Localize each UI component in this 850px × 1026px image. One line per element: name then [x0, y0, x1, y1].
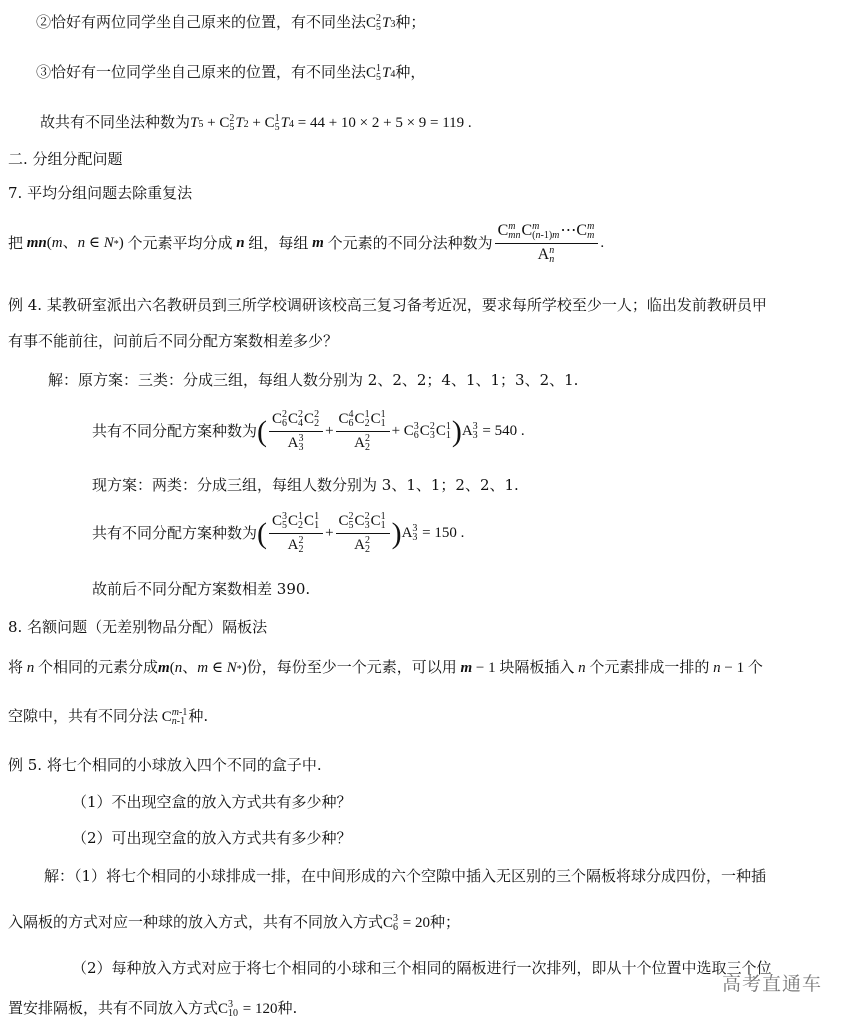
conclusion-difference: 故前后不同分配方案数相差 390.	[92, 580, 311, 598]
formula-partition: C m-1 n-1	[158, 707, 188, 727]
formula-total: T5 + C 2 5 T2 + C 1 5 T4 = 44 + 10 × 2 + 5 × 9 = 119 .	[190, 113, 472, 133]
text-line-rule-8: 将 n 个相同的元素分成m(n、m ∈ N*)份，每份至少一个元素，可以用 m − 1 块隔板插入 n 个元素排成一排的 n − 1 个	[8, 658, 763, 676]
text-line-case-3: ③恰好有一位同学坐自己原来的位置，有不同坐法C 1 5 T4种，	[36, 62, 426, 83]
formula-c51t4: C 1 5 T4	[366, 63, 396, 83]
formula-c63: C 3 6 = 20	[383, 913, 430, 933]
text-line-total-new: 共有不同分配方案种数为 ( C 3 5 C 1 2 C 1 1 A 2 2 + C 2 5 C 2 3 C 1 1 A 2 2 ) A 3 3 = 150 .	[92, 511, 465, 555]
text-line-rule-8-cont: 空隙中，共有不同分法 C m-1 n-1 种.	[8, 706, 209, 727]
formula-c52t3: C 2 5 T3	[366, 13, 396, 33]
solution-new-plan: 现方案：两类：分成三组，每组人数分别为 3、1、1；2、2、1.	[92, 476, 519, 494]
example-4-line-2: 有事不能前往，问前后不同分配方案数相差多少？	[8, 332, 339, 350]
subsection-8: 8. 名额问题（无差别物品分配）隔板法	[8, 618, 268, 636]
formula-original-plan: ( C 2 6 C 2 4 C 2 2 A 3 3 + C 4 6 C 1 2 C 1 1 A 2 2 + C 3 6 C 2 3 C 1 1 ) A 3 3 = 540 .	[257, 409, 525, 453]
example-4-line-1: 例 4. 某教研室派出六名教研员到三所学校调研该校高三复习备考近况，要求每所学校至少一人；临出发前教研员甲	[8, 296, 767, 314]
formula-new-plan: ( C 3 5 C 1 2 C 1 1 A 2 2 + C 2 5 C 2 3 C 1 1 A 2 2 ) A 3 3 = 150 .	[257, 511, 465, 555]
var-m: m	[308, 235, 328, 251]
answer-2-line-1: （2）每种放入方式对应于将七个相同的小球和三个相同的隔板进行一次排列，即从十个位置中选取三个位	[72, 959, 772, 977]
question-1: （1）不出现空盒的放入方式共有多少种？	[72, 793, 352, 811]
formula-c103: C 3 10 = 120	[218, 999, 278, 1019]
section-heading-2: 二. 分组分配问题	[8, 150, 123, 168]
text-line-case-2: ②恰好有两位同学坐自己原来的位置，有不同坐法C 2 5 T3种；	[36, 12, 426, 33]
subsection-7: 7. 平均分组问题去除重复法	[8, 184, 193, 202]
formula-mn: mn(m、n ∈ N*)	[26, 235, 128, 251]
answer-1-line-2: 入隔板的方式对应一种球的放入方式，共有不同放入方式C 3 6 = 20种；	[8, 912, 461, 933]
formula-average-grouping: C m mn C m (n-1)m ⋯C m m A n n	[495, 222, 599, 265]
answer-1-line-1: 解：（1）将七个相同的小球排成一排，在中间形成的六个空隙中插入无区别的三个隔板将球分成四份，一种插	[44, 867, 767, 885]
text-line-total: 故共有不同坐法种数为T5 + C 2 5 T2 + C 1 5 T4 = 44 + 10 × 2 + 5 × 9 = 119 .	[40, 112, 472, 133]
text-line-rule-7: 把 mn(m、n ∈ N*) 个元素平均分成 n 组，每组 m 个元素的不同分法种数为 C m mn C m (n-1)m ⋯C m m A n n .	[8, 221, 605, 265]
example-5: 例 5. 将七个相同的小球放入四个不同的盒子中.	[8, 756, 322, 774]
answer-2-line-2: 置安排隔板，共有不同放入方式C 3 10 = 120种.	[8, 998, 298, 1019]
solution-original-plan: 解：原方案：三类：分成三组，每组人数分别为 2、2、2；4、1、1；3、2、1.	[48, 371, 579, 389]
var-n: n	[232, 235, 249, 251]
text-line-total-original: 共有不同分配方案种数为 ( C 2 6 C 2 4 C 2 2 A 3 3 + C 4 6 C 1 2 C 1 1 A 2 2 + C 3 6 C 2 3 C 1 1 ) A 3 3 = 540 .	[92, 409, 525, 453]
question-2: （2）可出现空盒的放入方式共有多少种？	[72, 829, 352, 847]
watermark: 高考直通车	[721, 973, 822, 995]
